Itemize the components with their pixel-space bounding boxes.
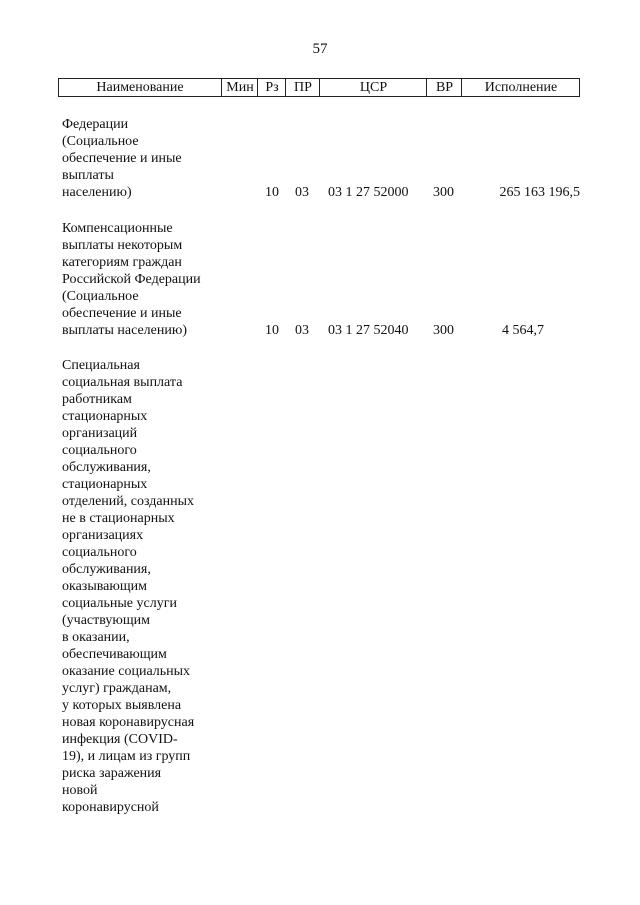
header-csr: ЦСР — [319, 79, 427, 96]
row-pr: 03 — [295, 185, 309, 200]
row-name: Федерации (Социальное обеспечение и иные выплаты населению) — [62, 117, 182, 200]
row-rz: 10 — [265, 185, 279, 200]
row-rz: 10 — [265, 323, 279, 338]
row-vr: 300 — [433, 323, 454, 338]
table-header — [58, 78, 580, 97]
row-csr: 03 1 27 52040 — [328, 323, 409, 338]
header-min: Мин — [221, 79, 258, 96]
page-number: 57 — [312, 41, 328, 57]
row-pr: 03 — [295, 323, 309, 338]
header-vr: ВР — [426, 79, 462, 96]
header-pr: ПР — [285, 79, 320, 96]
row-vr: 300 — [433, 185, 454, 200]
row-name: Специальная социальная выплата работникам стационарных организаций социального обслуживания, стационарных отделений, созданных не в стационарных организациях социального обслуживания, оказывающим социальные услуги (участвующим в оказании, обеспечивающим оказание социальных услуг) гражданам, у которых выявлена новая коронавирусная инфекция (COVID- 19), и лицам из групп риска заражения новой коронавирусной — [62, 358, 195, 815]
row-execution: 4 564,7 — [502, 323, 544, 338]
header-execution: Исполнение — [461, 79, 580, 96]
row-execution: 265 163 196,5 — [499, 185, 580, 200]
header-name: Наименование — [96, 80, 184, 95]
row-csr: 03 1 27 52000 — [328, 185, 409, 200]
row-name: Компенсационные выплаты некоторым категориям граждан Российской Федерации (Социальное обеспечение и иные выплаты населению) — [62, 221, 201, 338]
header-rz: Рз — [257, 79, 286, 96]
